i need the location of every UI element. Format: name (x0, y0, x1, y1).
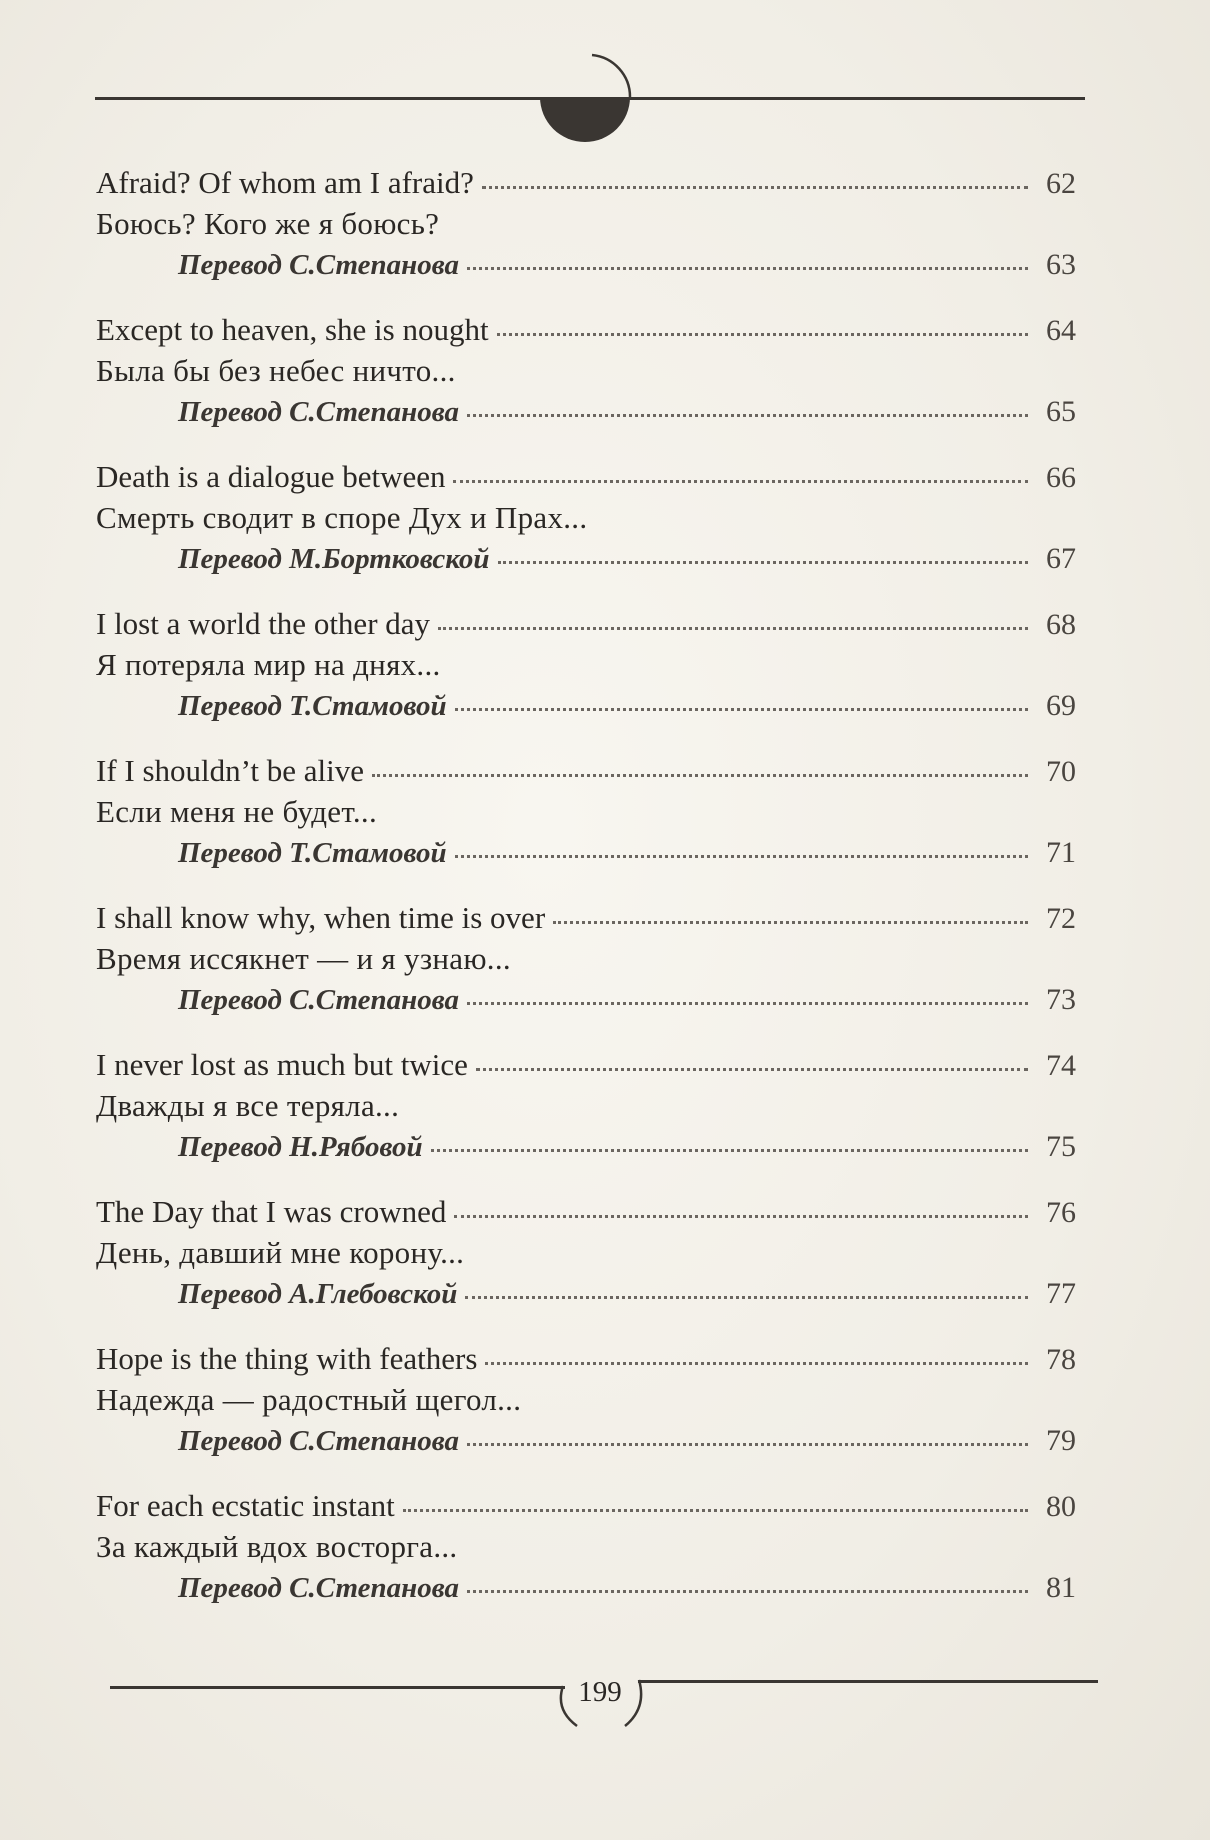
footer-rule-left (110, 1686, 565, 1689)
dot-leader (431, 1149, 1028, 1152)
toc-line-russian (96, 203, 1076, 244)
toc-entry (96, 1485, 1076, 1608)
toc-line-russian (96, 350, 1076, 391)
dot-leader (467, 267, 1028, 270)
toc-entry (96, 897, 1076, 1020)
dot-leader (476, 1068, 1028, 1071)
toc-line-original[interactable] (96, 456, 1076, 497)
page-ref: 67 (1046, 542, 1076, 575)
dot-leader (403, 1509, 1028, 1512)
page-ref: 81 (1046, 1571, 1076, 1604)
dot-leader (485, 1362, 1028, 1365)
translator-credit: Перевод Т.Стамовой (178, 837, 447, 869)
translator-credit: Перевод С.Степанова (178, 1572, 460, 1604)
dot-leader (498, 561, 1028, 564)
toc-entry (96, 1338, 1076, 1461)
page-number: 199 (578, 1676, 622, 1708)
poem-title-english: If I shouldn’t be alive (96, 753, 365, 788)
poem-title-russian: Была бы без небес ничто... (96, 353, 456, 388)
page-ref: 66 (1046, 461, 1076, 494)
toc-line-translation[interactable] (96, 1420, 1076, 1461)
translator-credit: Перевод С.Степанова (178, 249, 460, 281)
poem-title-russian: Время иссякнет — и я узнаю... (96, 941, 511, 976)
dot-leader (467, 1443, 1028, 1446)
poem-title-russian: Я потеряла мир на днях... (96, 647, 441, 682)
dot-leader (455, 855, 1028, 858)
page-ref: 73 (1046, 983, 1076, 1016)
poem-title-russian: Смерть сводит в споре Дух и Прах... (96, 500, 588, 535)
page-ref: 68 (1046, 608, 1076, 641)
page-ref: 62 (1046, 167, 1076, 200)
toc-entry (96, 603, 1076, 726)
toc-line-translation[interactable] (96, 1126, 1076, 1167)
poem-title-english: Except to heaven, she is nought (96, 312, 489, 347)
toc-line-translation[interactable] (96, 685, 1076, 726)
toc-line-original[interactable] (96, 1044, 1076, 1085)
poem-title-english: I lost a world the other day (96, 606, 431, 641)
poem-title-english: I never lost as much but twice (96, 1047, 468, 1082)
dot-leader (467, 414, 1028, 417)
page-ref: 71 (1046, 836, 1076, 869)
toc-line-original[interactable] (96, 1338, 1076, 1379)
toc-line-translation[interactable] (96, 832, 1076, 873)
poem-title-russian: День, давший мне корону... (96, 1235, 465, 1270)
toc-line-russian (96, 1232, 1076, 1273)
page-ref: 78 (1046, 1343, 1076, 1376)
toc-line-russian (96, 1526, 1076, 1567)
dot-leader (467, 1002, 1028, 1005)
toc-line-translation[interactable] (96, 538, 1076, 579)
page-ref: 79 (1046, 1424, 1076, 1457)
dot-leader (482, 186, 1028, 189)
poem-title-russian: За каждый вдох восторга... (96, 1529, 458, 1564)
translator-credit: Перевод Н.Рябовой (178, 1131, 423, 1163)
toc-line-translation[interactable] (96, 391, 1076, 432)
toc-entry (96, 162, 1076, 285)
page-ref: 64 (1046, 314, 1076, 347)
poem-title-russian: Надежда — радостный щегол... (96, 1382, 522, 1417)
dot-leader (553, 921, 1028, 924)
translator-credit: Перевод С.Степанова (178, 984, 460, 1016)
page-ref: 69 (1046, 689, 1076, 722)
dot-leader (467, 1590, 1028, 1593)
dot-leader (497, 333, 1028, 336)
toc-line-original[interactable] (96, 1191, 1076, 1232)
header-half-circle-ornament (530, 50, 640, 160)
poem-title-russian: Если меня не будет... (96, 794, 378, 829)
toc-line-russian (96, 1085, 1076, 1126)
poem-title-english: Hope is the thing with feathers (96, 1341, 478, 1376)
toc-line-russian (96, 497, 1076, 538)
toc-line-translation[interactable] (96, 979, 1076, 1020)
poem-title-russian: Боюсь? Кого же я боюсь? (96, 206, 440, 241)
page-ref: 72 (1046, 902, 1076, 935)
dot-leader (372, 774, 1028, 777)
toc-line-translation[interactable] (96, 1567, 1076, 1608)
dot-leader (438, 627, 1028, 630)
toc-line-original[interactable] (96, 897, 1076, 938)
dot-leader (453, 480, 1028, 483)
dot-leader (465, 1296, 1028, 1299)
page-ref: 77 (1046, 1277, 1076, 1310)
toc-line-translation[interactable] (96, 1273, 1076, 1314)
poem-title-english: For each ecstatic instant (96, 1488, 395, 1523)
toc-line-russian (96, 1379, 1076, 1420)
toc-line-original[interactable] (96, 603, 1076, 644)
toc-line-russian (96, 791, 1076, 832)
translator-credit: Перевод М.Бортковской (178, 543, 490, 575)
footer-rule-right (638, 1680, 1098, 1683)
toc-line-russian (96, 644, 1076, 685)
page-ref: 75 (1046, 1130, 1076, 1163)
poem-title-english: I shall know why, when time is over (96, 900, 546, 935)
poem-title-english: The Day that I was crowned (96, 1194, 447, 1229)
translator-credit: Перевод С.Степанова (178, 1425, 460, 1457)
toc-entry (96, 1191, 1076, 1314)
poem-title-english: Death is a dialogue between (96, 459, 446, 494)
dot-leader (455, 708, 1028, 711)
toc-line-original[interactable] (96, 1485, 1076, 1526)
table-of-contents (96, 162, 1076, 1632)
translator-credit: Перевод Т.Стамовой (178, 690, 447, 722)
page-ref: 65 (1046, 395, 1076, 428)
toc-line-translation[interactable] (96, 244, 1076, 285)
dot-leader (454, 1215, 1028, 1218)
toc-entry (96, 309, 1076, 432)
toc-line-original[interactable] (96, 309, 1076, 350)
translator-credit: Перевод А.Глебовской (178, 1278, 458, 1310)
toc-line-russian (96, 938, 1076, 979)
translator-credit: Перевод С.Степанова (178, 396, 460, 428)
toc-line-original[interactable] (96, 162, 1076, 203)
page-ref: 70 (1046, 755, 1076, 788)
poem-title-english: Afraid? Of whom am I afraid? (96, 165, 474, 200)
page-ref: 74 (1046, 1049, 1076, 1082)
page-ref: 76 (1046, 1196, 1076, 1229)
toc-entry (96, 456, 1076, 579)
page-ref: 80 (1046, 1490, 1076, 1523)
page-ref: 63 (1046, 248, 1076, 281)
toc-line-original[interactable] (96, 750, 1076, 791)
poem-title-russian: Дважды я все теряла... (96, 1088, 400, 1123)
toc-entry (96, 750, 1076, 873)
toc-entry (96, 1044, 1076, 1167)
